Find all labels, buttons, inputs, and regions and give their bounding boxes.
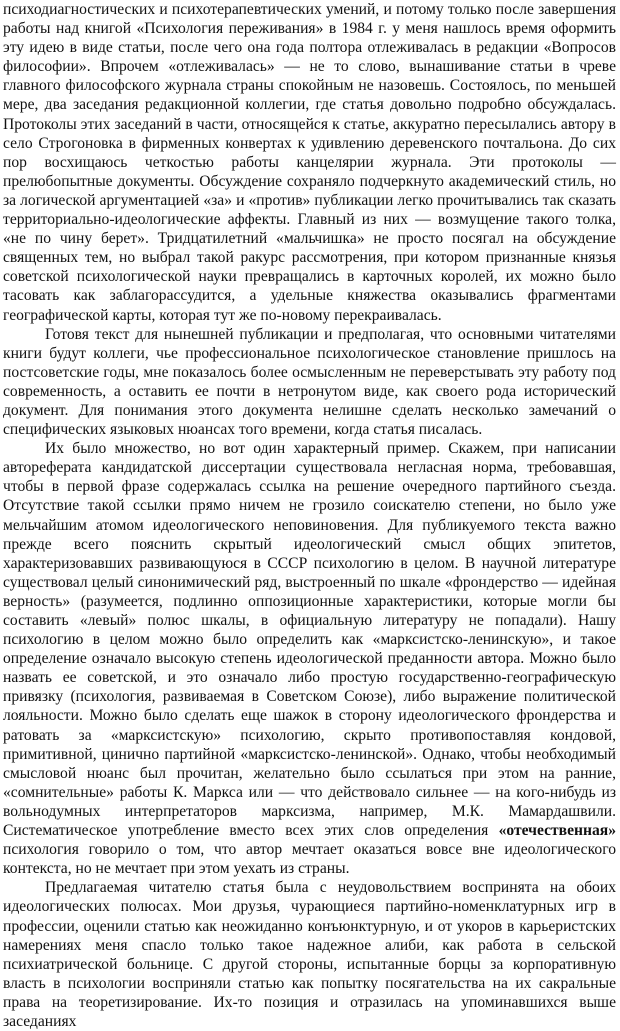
paragraph-3 [3,439,616,878]
paragraph-4: Предлагаемая читателю статья была с неудовольствием воспринята на обоих идеологических полюсах. Мои друзья, чурающиеся партийно-номенклатурных игр в профессии, оценили статью как неожиданно конъюнктурную, и от укоров в карьеристских намерениях меня спасло только такое надежное алиби, как работа в сельской психиатрической больнице. С другой стороны, испытанные борцы за корпоративную власть в психологии восприняли статью как попытку посягательства на их сакральные права на теоретизирование. Их-то позиция и отразилась на упоминавшихся выше заседаниях [3,879,616,1030]
paragraph-1: психодиагностических и психотерапевтических умений, и потому только после завершения работы над книгой «Психология переживания» в 1984 г. у меня нашлось время оформить эту идею в виде статьи, после чего она года полтора отлеживалась в редакции «Вопросов философии». Впрочем «отлеживалась» — не то слово, вынашивание статьи в чреве главного философского журнала страны спокойным не назовешь. Состоялось, по меньшей мере, два заседания редакционной коллегии, где статья довольно подробно обсуждалась. Протоколы этих заседаний в части, относящейся к статье, аккуратно пересылались автору в село Строгоновка в фирменных конвертах к удивлению деревенского почтальона. До сих пор восхищаюсь четкостью работы канцелярии журнала. Эти протоколы — прелюбопытные документы. Обсуждение сохраняло подчеркнуто академический стиль, но за логической аргументацией «за» и «против» публикации легко прочитывались так сказать территориально-идеологические аффекты. Главный из них — возмущение такого толка, «не по чину берет». Тридцатилетний «мальчишка» не просто посягал на обсуждение священных тем, но выбрал такой ракурс рассмотрения, при котором признанные князья советской психологической науки превращались в карточных королей, их можно было тасовать как заблагорассудится, а удельные княжества оказывались фрагментами географической карты, которая тут же по-новому перекраивалась. [3,1,616,324]
paragraph-3-text-before: Их было множество, но вот один характерный пример. Скажем, при написании автореферата кандидатской диссертации существовала негласная норма, требовавшая, чтобы в первой фразе содержалась ссылка на решение очередного партийного съезда. Отсутствие такой ссылки прямо ничем не грозило соискателю степени, но было уже мельчайшим атомом идеологического неповиновения. Для публикуемого текста важно прежде всего пояснить скрытый идеологический смысл общих эпитетов, характеризовавших развивающуюся в СССР психологию в целом. В научной литературе существовал целый синонимический ряд, выстроенный по шкале «фрондерство — идейная верность» (разумеется, подлинно оппозиционные характеристики, которые могли бы составить «левый» полюс шкалы, в официальную литературу не попадали). Нашу психологию в целом можно было определить как «марксистско-ленинскую», и такое определение означало высокую степень идеологической преданности автора. Можно было назвать ее советской, и это означало либо простую государственно-географическую привязку (психология, развиваемая в Советском Союзе), либо выражение политической лояльности. Можно было сделать еще шажок в сторону идеологического фрондерства и ратовать за «марксистскую» психологию, скрыто противопоставляя кондовой, примитивной, цинично партийной «марксистско-ленинской». Однако, чтобы необходимый смысловой нюанс был прочитан, желательно было ссылаться при этом на ранние, «сомнительные» работы К. Маркса или — что действовало сильнее — на кого-нибудь из вольнодумных интерпретаторов марксизма, например, М.К. Мамардашвили. Систематическое употребление вместо всех этих слов определения [3,440,616,840]
bold-term: «отечественная» [498,822,616,840]
paragraph-2: Готовя текст для нынешней публикации и предполагая, что основными читателями книги будут коллеги, чье профессиональное психологическое становление пришлось на постсоветские годы, мне показалось более осмысленным не переверстывать эту работу под современность, а оставить ее почти в нетронутом виде, как своего рода исторический документ. Для понимания этого документа нелишне сделать несколько замечаний о специфических языковых нюансах того времени, когда статья писалась. [3,325,616,439]
paragraph-3-text-after: психология говорило о том, что автор мечтает оказаться вовсе вне идеологического контекста, но не мечтает при этом уехать из страны. [3,841,616,878]
